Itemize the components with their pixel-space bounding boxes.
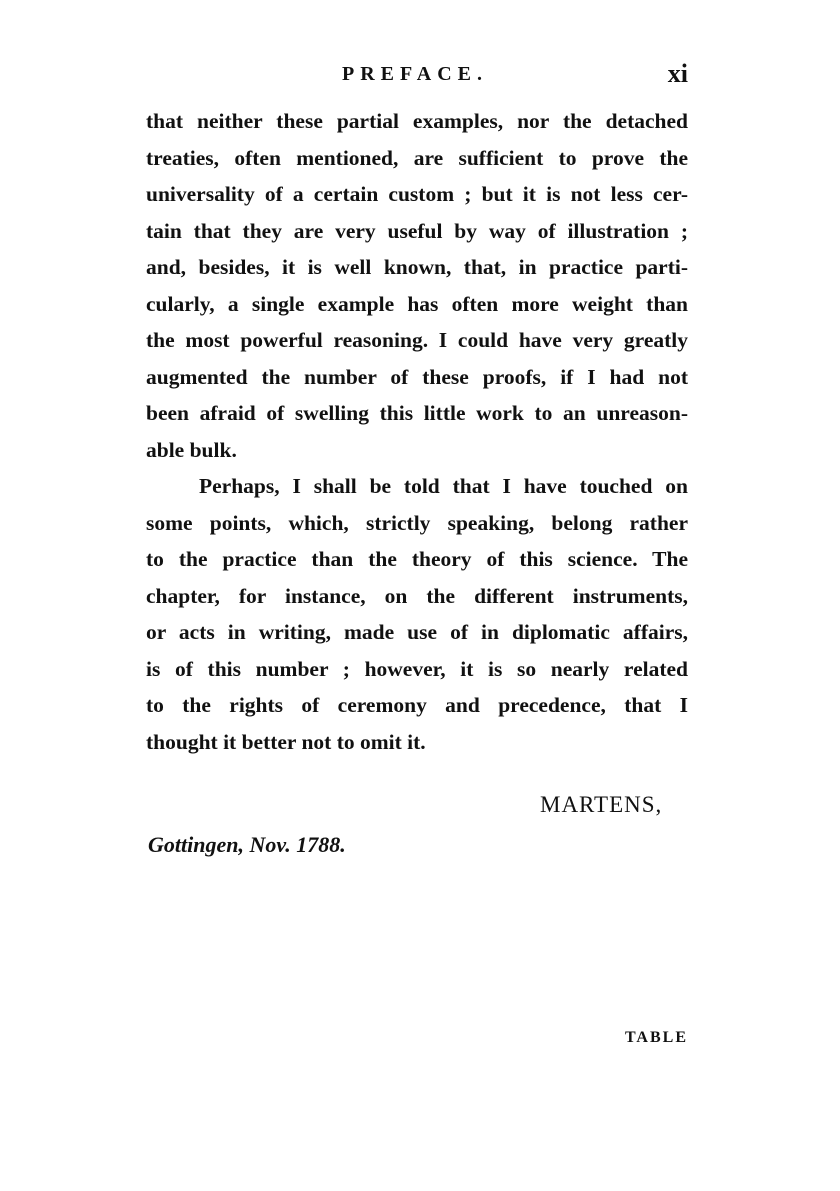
- text-line: able bulk.: [146, 437, 237, 462]
- text-line: that neither these partial examples, nor the detached: [146, 109, 688, 133]
- page-number: xi: [667, 59, 688, 88]
- text-line: treaties, often mentioned, are sufficient to prove the: [146, 145, 688, 170]
- text-line: tain that they are very useful by way of illustration ;: [146, 218, 688, 243]
- text-line: Perhaps, I shall be told that I have touched on: [199, 474, 688, 498]
- text-line: thought it better not to omit it.: [146, 729, 426, 754]
- catchword: TABLE: [624, 1029, 688, 1046]
- text-line: been afraid of swelling this little work to an unreason-: [146, 401, 688, 425]
- text-line: or acts in writing, made use of in diplomatic affairs,: [146, 620, 688, 644]
- text-line: the most powerful reasoning. I could have very greatly: [146, 328, 688, 352]
- text-line: cularly, a single example has often more weight than: [146, 291, 688, 316]
- author-signature: MARTENS,: [540, 792, 663, 817]
- text-line: universality of a certain custom ; but it is not less cer-: [146, 182, 688, 206]
- text-line: augmented the number of these proofs, if I had not: [146, 364, 688, 389]
- paragraph-2: [146, 468, 688, 760]
- place-date-line: Gottingen, Nov. 1788.: [148, 832, 346, 857]
- body-text: [146, 103, 688, 760]
- text-line: some points, which, strictly speaking, belong rather: [146, 510, 688, 535]
- text-line: is of this number ; however, it is so nearly related: [146, 656, 688, 681]
- text-line: to the practice than the theory of this science. The: [146, 547, 688, 571]
- text-line: chapter, for instance, on the different instruments,: [146, 583, 688, 608]
- paragraph-1: [146, 103, 688, 468]
- text-line: and, besides, it is well known, that, in practice parti-: [146, 255, 688, 279]
- running-title: PREFACE.: [342, 63, 488, 85]
- text-line: to the rights of ceremony and precedence, that I: [146, 693, 688, 717]
